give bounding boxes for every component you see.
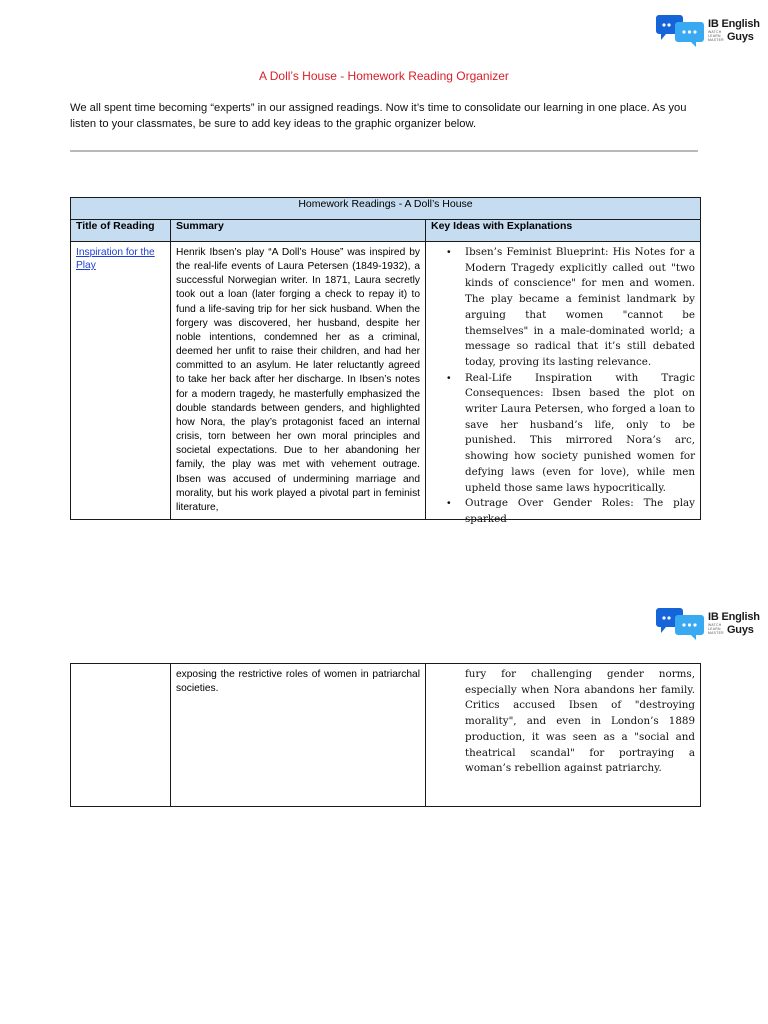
brand-name: IB English bbox=[708, 18, 760, 31]
brand-logo bbox=[656, 607, 760, 641]
table-row bbox=[71, 664, 701, 807]
page-title: A Doll’s House - Homework Reading Organizer bbox=[259, 69, 509, 83]
key-ideas-cell bbox=[426, 242, 701, 525]
speech-bubbles-icon bbox=[656, 14, 704, 48]
brand-wordmark bbox=[708, 19, 760, 42]
reading-title-link[interactable]: Inspiration for the Play bbox=[76, 247, 155, 271]
key-ideas-list bbox=[426, 245, 695, 528]
key-idea-item: • Ibsen’s Feminist Blueprint: His Notes for a Modern Tragedy explicitly called out "two kinds of conscience" for men and women. The play became a feminist landmark by arguing that women "cannot be themselves" in a male-dominated world; a message so radical that it’s still debated today, proving its lasting relevance. bbox=[465, 245, 695, 371]
intro-paragraph: We all spent time becoming “experts” in our assigned readings. Now it’s time to consolidate our learning in one place. As you listen to your classmates, be sure to add key ideas to the graphic organizer below. bbox=[70, 102, 687, 130]
reading-organizer-table-continued bbox=[70, 663, 701, 807]
speech-bubbles-icon bbox=[656, 607, 704, 641]
reading-title-cell bbox=[71, 664, 171, 807]
summary-cell bbox=[171, 242, 426, 520]
horizontal-divider bbox=[70, 150, 698, 152]
brand-wordmark bbox=[708, 612, 760, 635]
key-idea-item: • Outrage Over Gender Roles: The play sparked bbox=[465, 496, 695, 527]
column-header-summary: Summary bbox=[171, 220, 426, 242]
column-header-title: Title of Reading bbox=[71, 220, 171, 242]
brand-name-line2: Guys bbox=[726, 30, 754, 43]
reading-title-cell bbox=[71, 242, 171, 520]
brand-tagline: WATCH LEARN MASTER bbox=[708, 623, 724, 635]
summary-text-continued: exposing the restrictive roles of women in patriarchal societies. bbox=[176, 669, 420, 695]
brand-name-line2: Guys bbox=[726, 623, 754, 636]
brand-tagline: WATCH LEARN MASTER bbox=[708, 30, 724, 42]
key-idea-item: • Real-Life Inspiration with Tragic Consequences: Ibsen based the plot on writer Laura Petersen, who forged a loan to save her husband’s life, only to be punished. This mirrored Nora’s arc, showing how society punished women for defying laws (even for love), while men upheld those same laws hypocritically. bbox=[465, 371, 695, 497]
key-ideas-cell bbox=[426, 664, 701, 807]
key-idea-item-continued: fury for challenging gender norms, especially when Nora abandons her family. Critics accused Ibsen of "destroying morality", and even in London’s 1889 production, it was seen as a "social and theatrical scandal" for portraying a woman’s rebellion against patriarchy. bbox=[465, 668, 695, 775]
table-row bbox=[71, 242, 701, 520]
summary-cell bbox=[171, 664, 426, 807]
column-header-key-ideas: Key Ideas with Explanations bbox=[426, 220, 701, 242]
brand-name: IB English bbox=[708, 611, 760, 624]
table-header-row bbox=[71, 220, 701, 242]
brand-logo bbox=[656, 14, 760, 48]
reading-organizer-table bbox=[70, 197, 701, 525]
table-caption-row bbox=[71, 198, 701, 220]
summary-text: Henrik Ibsen’s play “A Doll’s House” was inspired by the real-life events of Laura Petersen (1849-1932), a successful Norwegian writer. In 1871, Laura secretly took out a loan (later forging a check to repay it) to fund a life-saving trip for her sick husband. When the forgery was discovered, her husband, despite her noble intentions, condemned her as a criminal, deemed her unfit to raise their children, and had her committed to an asylum. He later reluctantly agreed to take her back after her discharge. In Ibsen’s notes for a modern tragedy, he masterfully emphasized the double standards between genders, and highlighted how Nora, the play’s protagonist faced an internal crisis, torn between her own moral principles and societal expectations. Due to her abandoning her family, the play was met with vehement outrage. Ibsen was accused of undermining marriage and morality, but his work played a pivotal part in feminist literature, bbox=[176, 247, 420, 513]
table-caption: Homework Readings - A Doll’s House bbox=[71, 198, 701, 220]
